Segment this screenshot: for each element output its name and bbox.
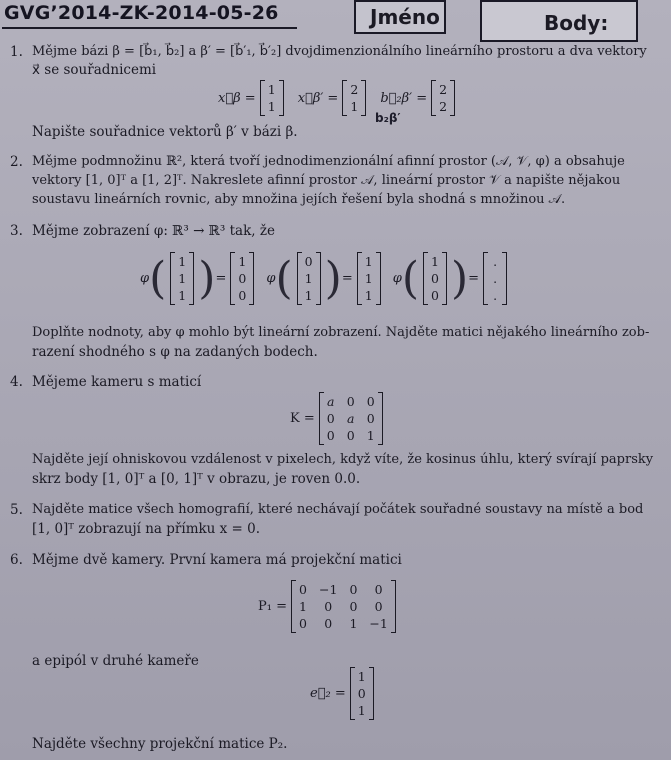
matrix-entry: 0 bbox=[349, 582, 358, 597]
matrix-entry: 0 bbox=[346, 394, 355, 409]
q4-number: 4. bbox=[10, 374, 23, 390]
q1-line1: Mějme bázi β = [b⃗₁, b⃗₂] a β′ = [b⃗′₁, b⃗′₂] dvojdimenzionálního lineárního prostoru a dva vektory bbox=[32, 44, 647, 59]
q3-number: 3. bbox=[10, 223, 23, 239]
vector-entry: 1 bbox=[364, 288, 373, 303]
q6-matrix-label: P₁ = bbox=[258, 599, 287, 614]
q1-eq2-vector bbox=[342, 80, 366, 116]
q6-epipole-label: e⃗₂ = bbox=[310, 686, 346, 701]
vector-entry: 0 bbox=[357, 686, 366, 701]
vector-entry: 1 bbox=[431, 254, 439, 269]
q5-line1: Najděte matice všech homografií, které nechávají počátek souřadné soustavy na místě a bod bbox=[32, 502, 644, 517]
q3-line2: Doplňte nodnoty, aby φ mohlo být lineární zobrazení. Najděte matici nějakého lineárního zob- bbox=[32, 325, 650, 340]
q1-eq1-vector bbox=[260, 80, 284, 116]
q3-phi-3: φ bbox=[392, 271, 402, 286]
q2-line2: vektory [1, 0]ᵀ a [1, 2]ᵀ. Nakreslete afinní prostor 𝒜, lineární prostor 𝒱 a napište nějakou bbox=[32, 173, 621, 188]
vector-entry: 1 bbox=[304, 288, 313, 303]
vector-entry: 1 bbox=[238, 254, 247, 269]
matrix-entry: 0 bbox=[349, 599, 358, 614]
q3-map1-output bbox=[230, 252, 254, 305]
q6-line3: Najděte všechny projekční matice P₂. bbox=[32, 736, 288, 752]
q1-eq3-vector bbox=[431, 80, 455, 116]
q5-number: 5. bbox=[10, 502, 23, 518]
vector-entry: 1 bbox=[350, 99, 359, 114]
matrix-entry: 0 bbox=[326, 411, 335, 426]
vector-entry: 0 bbox=[238, 271, 247, 286]
matrix-entry: 0 bbox=[326, 428, 335, 443]
name-field bbox=[354, 0, 446, 34]
q4-line2: Najděte její ohniskovou vzdálenost v pixelech, když víte, že kosinus úhlu, který svírají paprsky bbox=[32, 452, 654, 467]
q3-map1-input bbox=[170, 252, 194, 305]
matrix-entry: a bbox=[347, 411, 355, 426]
matrix-entry: 0 bbox=[324, 616, 333, 631]
exam-title: GVG’2014-ZK-2014-05-26 bbox=[4, 2, 279, 24]
vector-entry: 1 bbox=[364, 254, 373, 269]
q3-map3-output bbox=[483, 252, 507, 305]
q3-map3-input bbox=[423, 252, 447, 305]
q1-line2: x⃗ se souřadnicemi bbox=[32, 62, 157, 78]
q3-phi-1: φ bbox=[140, 271, 150, 286]
vector-entry: 1 bbox=[357, 669, 366, 684]
vector-entry: . bbox=[493, 254, 498, 269]
matrix-entry: 0 bbox=[299, 582, 307, 597]
matrix-entry: 1 bbox=[299, 599, 307, 614]
q3-map2-input bbox=[297, 252, 321, 305]
q3-map2-output bbox=[357, 252, 381, 305]
vector-entry: 1 bbox=[304, 271, 313, 286]
q4-matrix-eq bbox=[290, 392, 387, 445]
q1-handwritten-note: b₂β′ bbox=[375, 111, 401, 125]
vector-entry: 1 bbox=[357, 703, 366, 718]
matrix-entry: 0 bbox=[324, 599, 333, 614]
q6-matrix-eq bbox=[258, 580, 400, 633]
exam-header bbox=[0, 0, 671, 42]
matrix-entry: −1 bbox=[318, 582, 338, 597]
q3-line3: razení shodného s φ na zadaných bodech. bbox=[32, 344, 318, 360]
matrix-entry: 0 bbox=[299, 616, 307, 631]
vector-entry: 0 bbox=[304, 254, 313, 269]
q3-line1: Mějme zobrazení φ: ℝ³ → ℝ³ tak, že bbox=[32, 223, 275, 239]
q6-line2: a epipól v druhé kameře bbox=[32, 653, 199, 669]
q4-matrix-label: K = bbox=[290, 411, 315, 426]
vector-entry: 1 bbox=[267, 82, 276, 97]
matrix-entry: 0 bbox=[366, 394, 375, 409]
q6-number: 6. bbox=[10, 552, 23, 568]
vector-entry: 1 bbox=[178, 254, 187, 269]
matrix-entry: −1 bbox=[369, 616, 388, 631]
vector-entry: 1 bbox=[178, 271, 187, 286]
vector-entry: 0 bbox=[431, 271, 439, 286]
vector-entry: 2 bbox=[350, 82, 359, 97]
q4-line1: Mějeme kameru s maticí bbox=[32, 374, 202, 390]
q3-mappings: φ ( 1 1 1 ) = 1 0 0 φ ( 0 1 1 ) = 1 1 1 φ ( 1 0 0 ) = . . . bbox=[140, 252, 511, 305]
vector-entry: 1 bbox=[178, 288, 187, 303]
q1-task: Napište souřadnice vektorů β′ v bázi β. bbox=[32, 124, 298, 140]
q2-line3: soustavu lineárních rovnic, aby množina jejích řešení byla shodná s množinou 𝒜. bbox=[32, 192, 566, 207]
matrix-entry: 0 bbox=[374, 599, 383, 614]
matrix-entry: 0 bbox=[366, 411, 375, 426]
points-field bbox=[480, 0, 638, 42]
q2-number: 2. bbox=[10, 154, 23, 170]
matrix-entry: 0 bbox=[374, 582, 383, 597]
q1-eq2-label: x⃗β′ = bbox=[297, 90, 339, 106]
q4-matrix bbox=[319, 392, 383, 445]
matrix-entry: a bbox=[327, 394, 335, 409]
vector-entry: 2 bbox=[439, 99, 448, 114]
vector-entry: . bbox=[493, 271, 498, 286]
matrix-entry: 0 bbox=[346, 428, 355, 443]
vector-entry: 1 bbox=[267, 99, 276, 114]
q1-eq3-label: b⃗₂β′ = bbox=[380, 90, 428, 106]
vector-entry: 1 bbox=[364, 271, 373, 286]
q1-number: 1. bbox=[10, 44, 23, 60]
vector-entry: 0 bbox=[238, 288, 247, 303]
q6-epipole-vector bbox=[350, 667, 374, 720]
vector-entry: 2 bbox=[439, 82, 448, 97]
q6-matrix bbox=[291, 580, 396, 633]
q2-line1: Mějme podmnožinu ℝ², která tvoří jednodimenzionální afinní prostor (𝒜, 𝒱, φ) a obsahuje bbox=[32, 154, 625, 169]
vector-entry: . bbox=[493, 288, 498, 303]
q1-eq1-label: x⃗β = bbox=[218, 90, 256, 106]
points-label: Body: bbox=[544, 11, 609, 35]
title-underline bbox=[2, 27, 297, 29]
q5-line2: [1, 0]ᵀ zobrazují na přímku x = 0. bbox=[32, 521, 261, 537]
q3-phi-2: φ bbox=[266, 271, 276, 286]
q6-epipole-eq bbox=[310, 667, 378, 720]
q4-line3: skrz body [1, 0]ᵀ a [0, 1]ᵀ v obrazu, je roven 0.0. bbox=[32, 471, 361, 487]
q6-line1: Mějme dvě kamery. První kamera má projekční matici bbox=[32, 552, 402, 568]
vector-entry: 0 bbox=[431, 288, 439, 303]
name-label: Jméno bbox=[370, 5, 440, 29]
q1-equations bbox=[218, 80, 459, 116]
matrix-entry: 1 bbox=[366, 428, 375, 443]
matrix-entry: 1 bbox=[349, 616, 358, 631]
